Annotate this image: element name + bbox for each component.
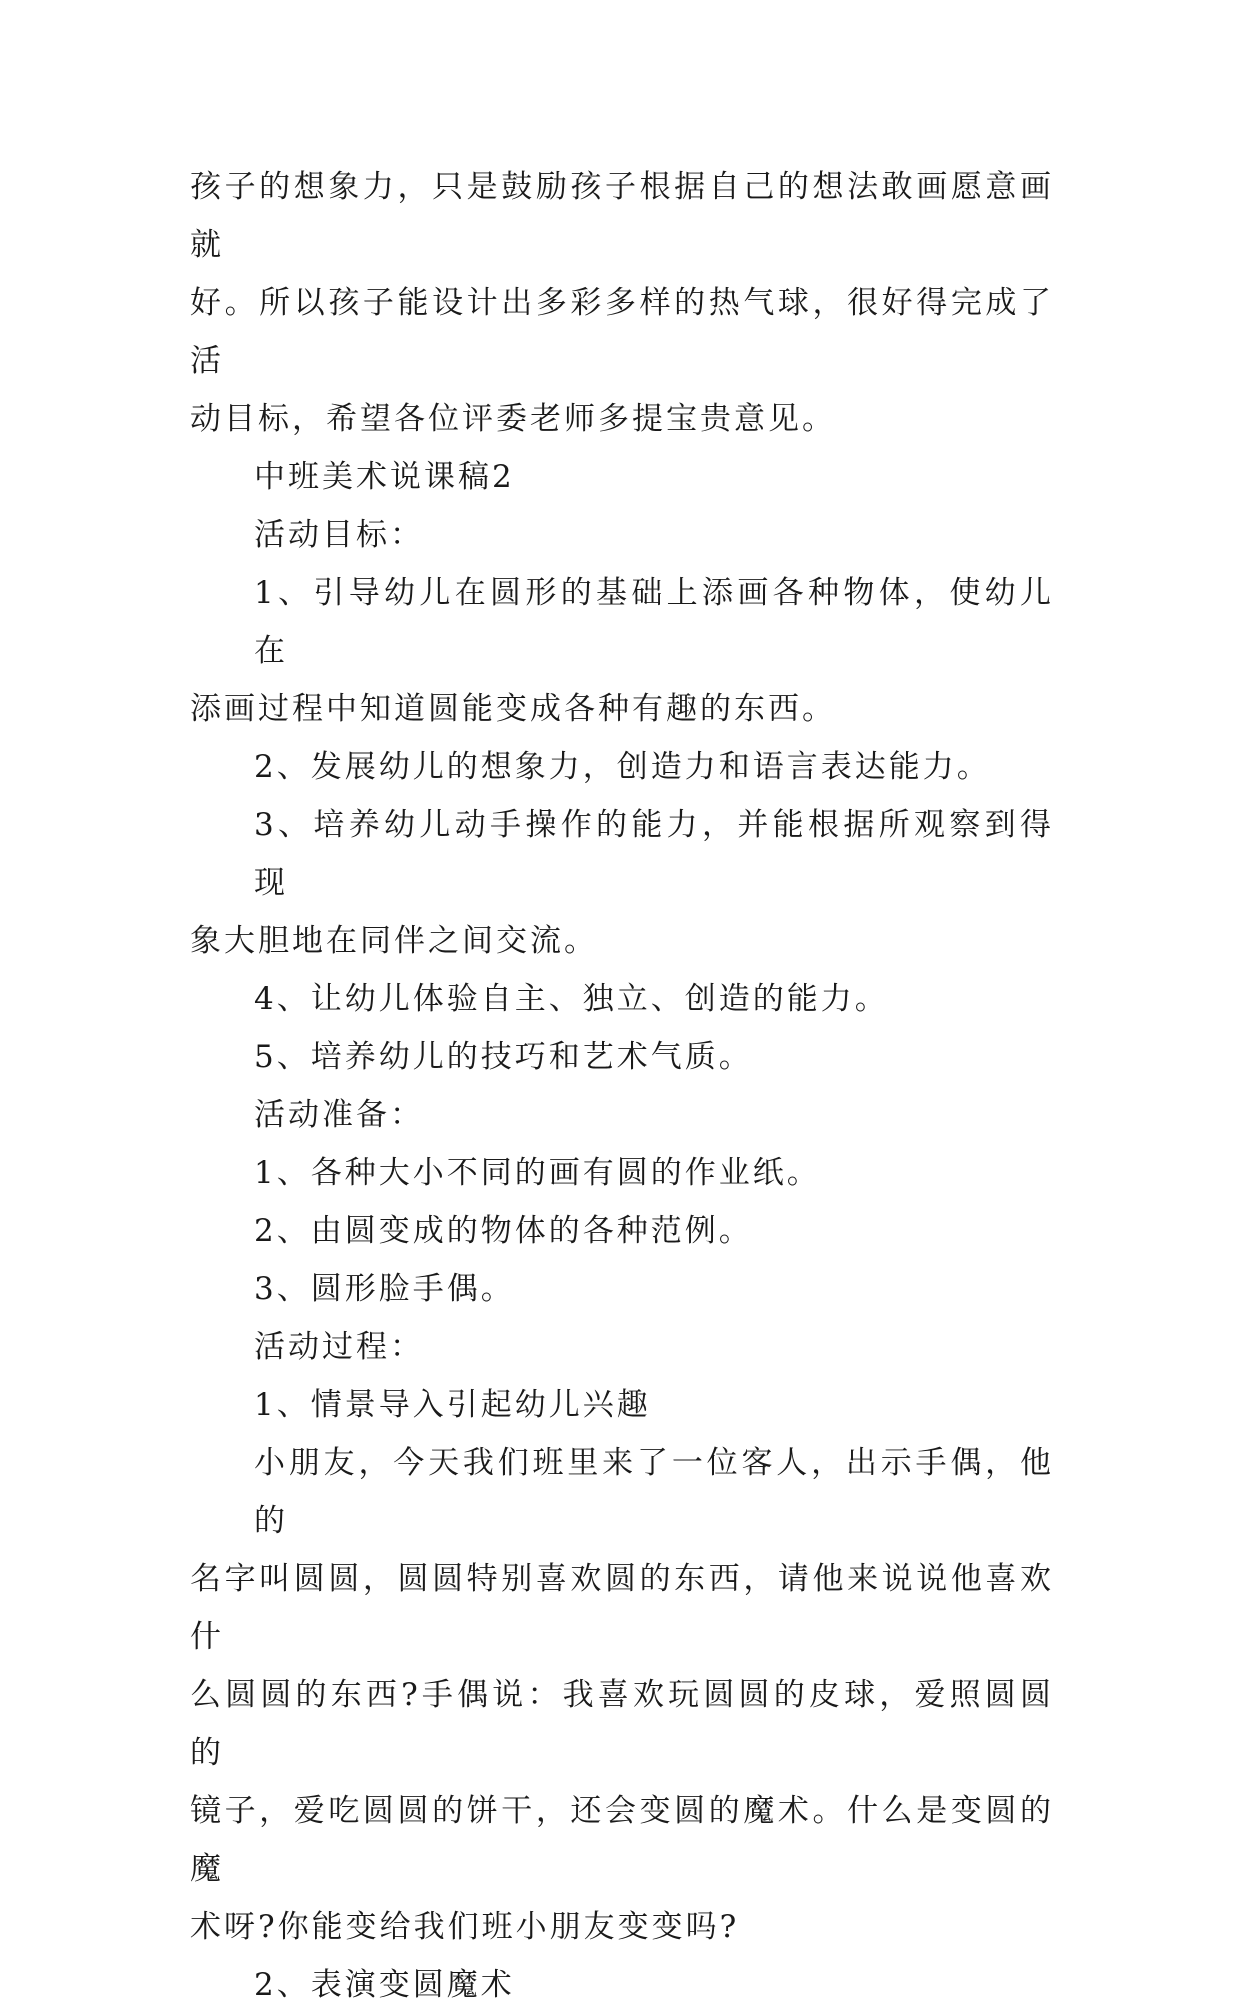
text-line: 活动目标： (254, 517, 424, 553)
prep-item-3 (190, 1260, 1054, 1318)
text-line: 中班美术说课稿2 (254, 459, 515, 495)
text-line: 2、由圆变成的物体的各种范例。 (254, 1213, 753, 1249)
text-line: 活动过程： (254, 1329, 424, 1365)
text-line: 镜子，爱吃圆圆的饼干，还会变圆的魔术。什么是变圆的魔 (190, 1793, 1054, 1887)
section-title (190, 448, 1054, 506)
goal-item-1 (190, 564, 1054, 738)
goal-item-3 (190, 796, 1054, 970)
text-line: 1、各种大小不同的画有圆的作业纸。 (254, 1155, 821, 1191)
goal-item-4 (190, 970, 1054, 1028)
text-line: 1、引导幼儿在圆形的基础上添画各种物体，使幼儿在 (254, 575, 1054, 669)
process-step-2 (190, 1956, 1054, 2014)
paragraph-continuation (190, 158, 1054, 448)
prep-item-1 (190, 1144, 1054, 1202)
text-line: 好。所以孩子能设计出多彩多样的热气球，很好得完成了活 (190, 285, 1054, 379)
text-line: 么圆圆的东西?手偶说：我喜欢玩圆圆的皮球，爱照圆圆的 (190, 1677, 1054, 1771)
process-step-1 (190, 1376, 1054, 1434)
heading-activity-process (190, 1318, 1054, 1376)
text-line: 孩子的想象力，只是鼓励孩子根据自己的想法敢画愿意画就 (190, 169, 1054, 263)
text-line: 1、情景导入引起幼儿兴趣 (254, 1387, 651, 1423)
document-body (190, 158, 1054, 2014)
text-line: 2、发展幼儿的想象力，创造力和语言表达能力。 (254, 749, 991, 785)
text-line: 3、圆形脸手偶。 (254, 1271, 515, 1307)
text-line: 5、培养幼儿的技巧和艺术气质。 (254, 1039, 753, 1075)
text-line: 2、表演变圆魔术 (254, 1967, 515, 2003)
text-line: 象大胆地在同伴之间交流。 (190, 923, 598, 959)
text-line: 名字叫圆圆，圆圆特别喜欢圆的东西，请他来说说他喜欢什 (190, 1561, 1054, 1655)
goal-item-5 (190, 1028, 1054, 1086)
text-line: 4、让幼儿体验自主、独立、创造的能力。 (254, 981, 889, 1017)
text-line: 动目标，希望各位评委老师多提宝贵意见。 (190, 401, 836, 437)
prep-item-2 (190, 1202, 1054, 1260)
text-line: 小朋友，今天我们班里来了一位客人，出示手偶，他的 (254, 1445, 1054, 1539)
heading-activity-goals (190, 506, 1054, 564)
text-line: 3、培养幼儿动手操作的能力，并能根据所观察到得现 (254, 807, 1054, 901)
goal-item-2 (190, 738, 1054, 796)
heading-activity-preparation (190, 1086, 1054, 1144)
text-line: 术呀?你能变给我们班小朋友变变吗? (190, 1909, 740, 1945)
process-step-1-body (190, 1434, 1054, 1956)
text-line: 活动准备： (254, 1097, 424, 1133)
text-line: 添画过程中知道圆能变成各种有趣的东西。 (190, 691, 836, 727)
